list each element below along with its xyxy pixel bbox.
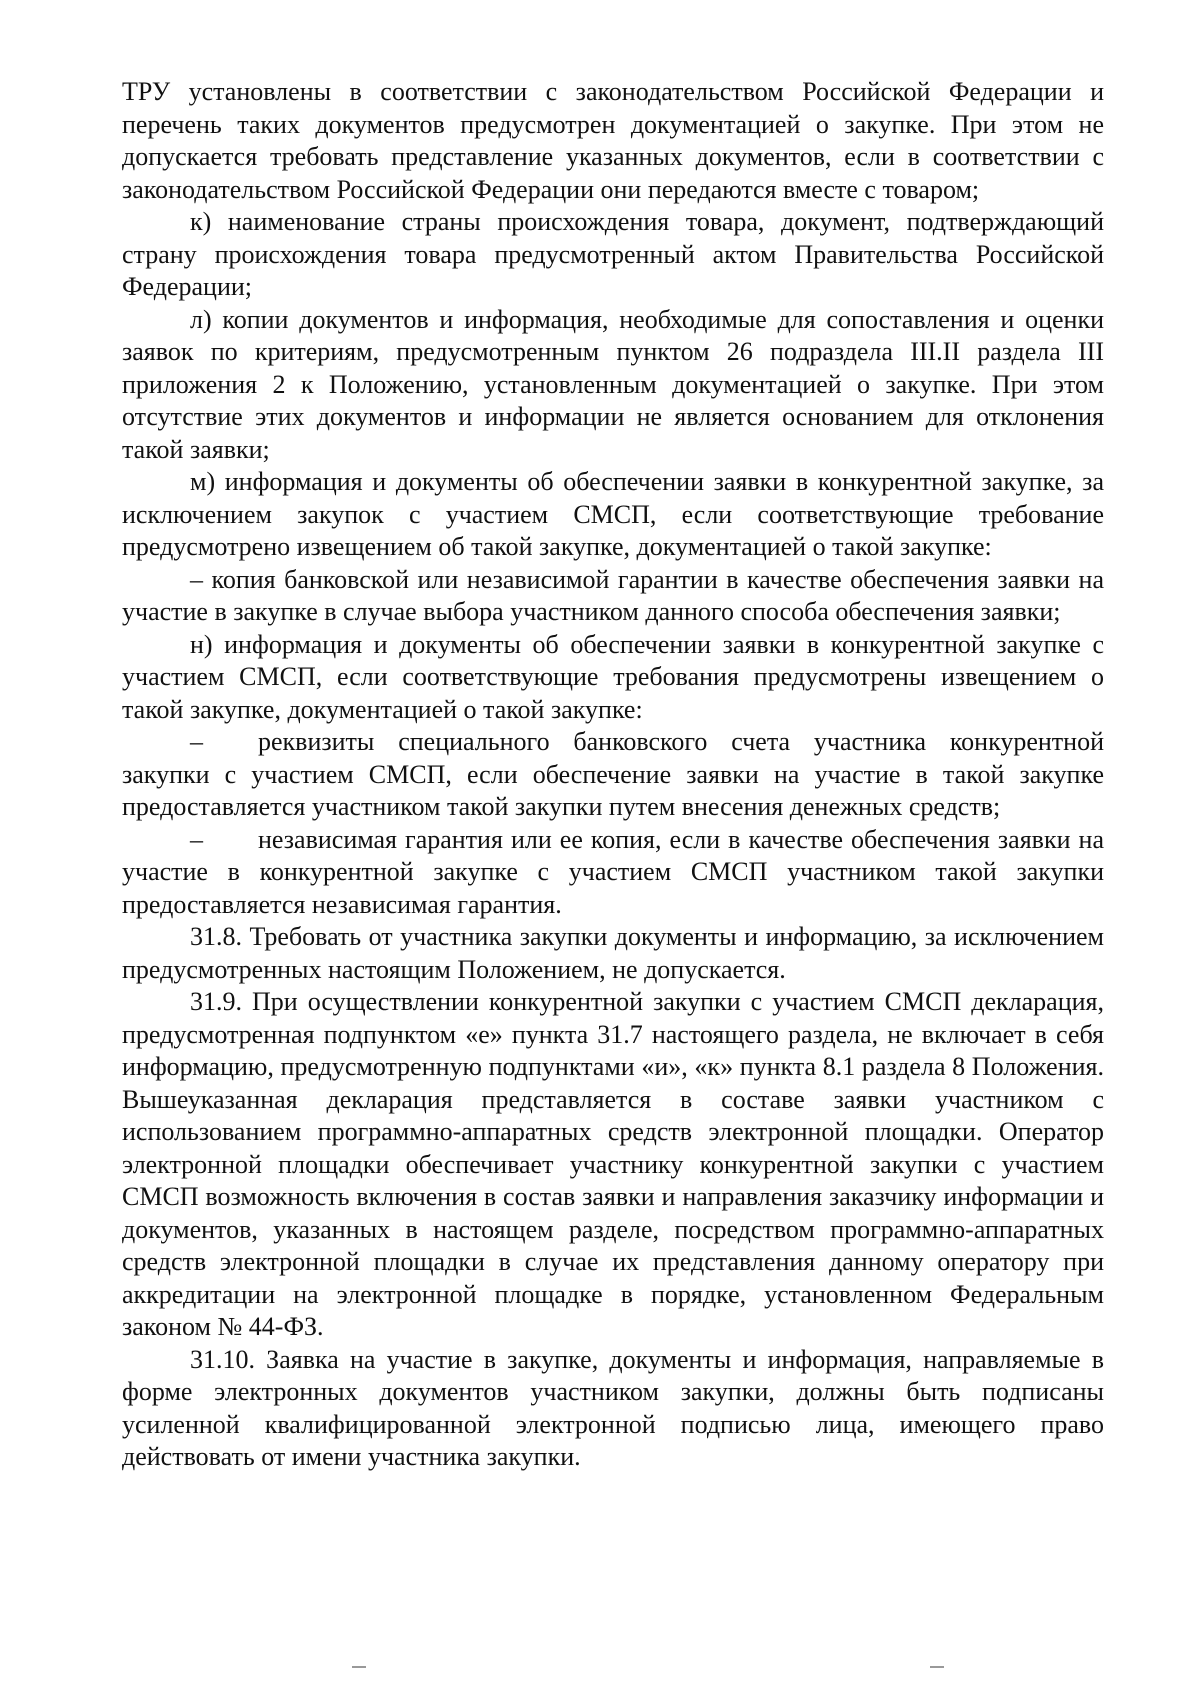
dash-item-special-account xyxy=(122,726,1104,824)
dash-marker: – xyxy=(190,727,203,756)
dash-item-independent-guarantee xyxy=(122,824,1104,922)
document-page xyxy=(122,76,1104,1474)
paragraph-bank-guarantee: – копия банковской или независимой гарантии в качестве обеспечения заявки на участие в закупке в случае выбора участником данного способа обеспечения заявки; xyxy=(122,564,1104,626)
paragraph-item-l: л) копии документов и информация, необходимые для сопоставления и оценки заявок по критериям, предусмотренным пунктом 26 подраздела III.II раздела III приложения 2 к Положению, установленным документацией о закупке. При этом отсутствие этих документов и информации не является основанием для отклонения такой заявки; xyxy=(122,304,1104,464)
paragraph-item-k: к) наименование страны происхождения товара, документ, подтверждающий страну происхождения товара предусмотренный актом Правительства Российской Федерации; xyxy=(122,207,1104,301)
dash-item-text: реквизиты специального банковского счета участника конкурентной закупки с участием СМСП, если обеспечение заявки на участие в такой закупке предоставляется участником такой закупки путем внесения денежных средств; xyxy=(122,727,1104,821)
paragraph-31-10: 31.10. Заявка на участие в закупке, документы и информация, направляемые в форме электронных документов участником закупки, должны быть подписаны усиленной квалифицированной электронной подписью лица, имеющего право действовать от имени участника закупки. xyxy=(122,1344,1104,1471)
dash-marker: – xyxy=(190,824,203,854)
scan-artifact xyxy=(930,1666,944,1668)
paragraph-item-n: н) информация и документы об обеспечении заявки в конкурентной закупке с участием СМСП, если соответствующие требования предусмотрены извещением о такой закупке, документацией о такой закупке: xyxy=(122,629,1104,724)
paragraph-31-9: 31.9. При осуществлении конкурентной закупки с участием СМСП декларация, предусмотренная подпунктом «е» пункта 31.7 настоящего раздела, не включает в себя информацию, предусмотренную подпунктами «и», «к» пункта 8.1 раздела 8 Положения. Вышеуказанная декларация представляется в составе заявки участником с использованием программно-аппаратных средств электронной площадки. Оператор электронной площадки обеспечивает участнику конкурентной закупки с участием СМСП возможность включения в состав заявки и направления заказчику информации и документов, указанных в настоящем разделе, посредством программно-аппаратных средств электронной площадки в случае их представления данному оператору при аккредитации на электронной площадке в порядке, установленном Федеральным законом № 44-ФЗ. xyxy=(122,987,1104,1341)
paragraph-31-8: 31.8. Требовать от участника закупки документы и информацию, за исключением предусмотренных настоящим Положением, не допускается. xyxy=(122,922,1104,984)
paragraph-continuation: ТРУ установлены в соответствии с законодательством Российской Федерации и перечень таких документов предусмотрен документацией о закупке. При этом не допускается требовать представление указанных документов, если в соответствии с законодательством Российской Федерации они передаются вместе с товаром; xyxy=(122,77,1104,204)
dash-item-text: независимая гарантия или ее копия, если в качестве обеспечения заявки на участие в конкурентной закупке с участием СМСП участником такой закупки предоставляется независимая гарантия. xyxy=(122,824,1104,919)
scan-artifact xyxy=(352,1666,366,1668)
paragraph-item-m: м) информация и документы об обеспечении заявки в конкурентной закупке, за исключением закупок с участием СМСП, если соответствующие требование предусмотрено извещением об такой закупке, документацией о такой закупке: xyxy=(122,467,1104,561)
